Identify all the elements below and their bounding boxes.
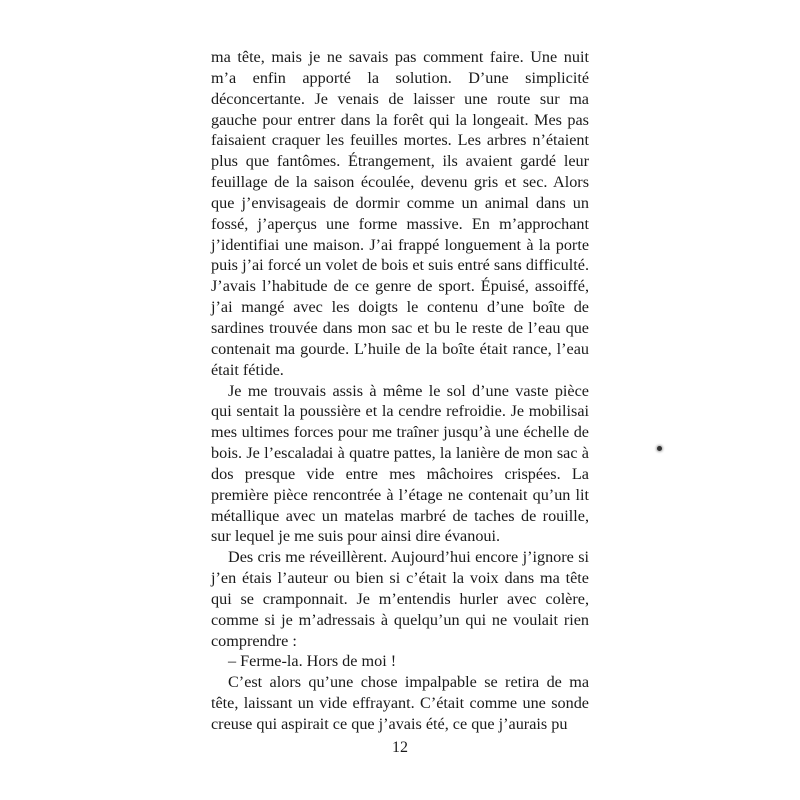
paragraph-5: C’est alors qu’une chose impalpable se retira de ma tête, laissant un vide effrayant. C’était comme une sonde creuse qui aspirait ce que j’avais été, ce que j’aurais pu [211,673,589,733]
dialogue-line: – Ferme-la. Hors de moi ! [228,652,397,671]
paragraph-3: Des cris me réveillèrent. Aujourd’hui encore j’ignore si j’en étais l’auteur ou bien si c’était la voix dans ma tête qui se cramponnait. Je m’entendis hurler avec colère, comme si je m’adressais à quelqu’un qui ne voulait rien comprendre : [211,548,589,650]
paragraph-2: Je me trouvais assis à même le sol d’une vaste pièce qui sentait la poussière et la cendre refroidie. Je mobilisai mes ultimes forces pour me traîner jusqu’à une échelle de bois. Je l’escaladai à quatre pattes, la lanière de mon sac à dos presque vide entre mes mâchoires crispées. La première pièce rencontrée à l’étage ne contenait qu’un lit métallique avec un matelas marbré de taches de rouille, sur lequel je me suis pour ainsi dire évanoui. [211,381,589,546]
page-text-block [211,47,589,735]
paragraph-1: ma tête, mais je ne savais pas comment faire. Une nuit m’a enfin apporté la solution. D’une simplicité déconcertante. Je venais de laisser une route sur ma gauche pour entrer dans la forêt qui la longeait. Mes pas faisaient craquer les feuilles mortes. Les arbres n’étaient plus que fantômes. Étrangement, ils avaient gardé leur feuillage de la saison écoulée, devenu gris et sec. Alors que j’envisageais de dormir comme un animal dans un fossé, j’aperçus une forme massive. En m’approchant j’identifiai une maison. J’ai frappé longuement à la porte puis j’ai forcé un volet de bois et suis entré sans difficulté. J’avais l’habitude de ce genre de sport. Épuisé, assoiffé, j’ai mangé avec les doigts le contenu d’une boîte de sardines trouvée dans mon sac et bu le reste de l’eau que contenait ma gourde. L’huile de la boîte était rance, l’eau était fétide. [211,48,589,379]
page-number: 12 [392,739,408,756]
ink-speck [657,446,662,451]
